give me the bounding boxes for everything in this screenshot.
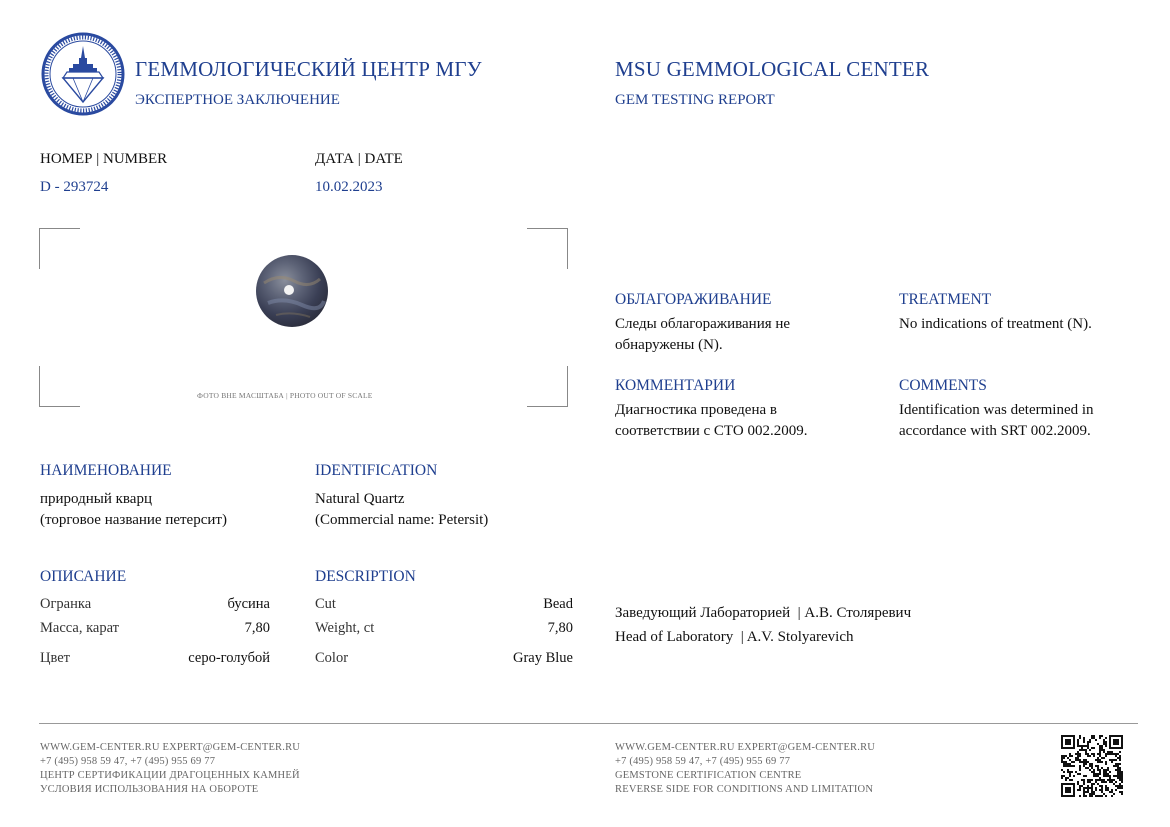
treatment-en-heading: TREATMENT [899, 291, 992, 308]
description-ru-heading: ОПИСАНИЕ [40, 568, 127, 585]
comments-ru-text: Диагностика проведена в соответствии с СТО 002.2009. [615, 402, 808, 439]
description-en-color-label: Color [315, 650, 349, 666]
description-en-weight-label: Weight, ct [315, 620, 375, 636]
comments-en-heading: COMMENTS [899, 377, 987, 394]
photo-caption: ФОТО ВНЕ МАСШТАБА | PHOTO OUT OF SCALE [197, 391, 373, 400]
comments-en-text: Identification was determined in accordance with SRT 002.2009. [899, 402, 1094, 439]
en-title: MSU GEMMOLOGICAL CENTER [615, 57, 930, 81]
date-label: ДАТА | DATE [315, 151, 403, 167]
description-en-weight-value: 7,80 [547, 620, 573, 636]
identification-ru-line2: (торговое название петерсит) [40, 512, 227, 528]
identification-ru-heading: НАИМЕНОВАНИЕ [40, 462, 172, 479]
photo-frame-corner-tl [39, 228, 80, 269]
ru-title: ГЕММОЛОГИЧЕСКИЙ ЦЕНТР МГУ [135, 57, 482, 81]
description-en-heading: DESCRIPTION [315, 568, 416, 585]
footer-en-centre: GEMSTONE CERTIFICATION CENTRE [615, 770, 802, 781]
description-ru-cut-label: Огранка [40, 596, 92, 612]
footer-divider [39, 723, 1138, 724]
footer-en-conditions: REVERSE SIDE FOR CONDITIONS AND LIMITATION [615, 784, 874, 795]
photo-frame-corner-tr [527, 228, 568, 269]
footer-ru-centre: ЦЕНТР СЕРТИФИКАЦИИ ДРАГОЦЕННЫХ КАМНЕЙ [40, 770, 300, 781]
signature-en: Head of Laboratory | A.V. Stolyarevich [615, 629, 854, 645]
description-en-cut-label: Cut [315, 596, 336, 612]
identification-ru-line1: природный кварц [40, 491, 152, 507]
en-subtitle: GEM TESTING REPORT [615, 92, 775, 108]
treatment-en-text: No indications of treatment (N). [899, 316, 1092, 332]
description-ru-color-label: Цвет [40, 650, 71, 666]
description-ru-weight-label: Масса, карат [40, 620, 119, 636]
treatment-ru-text: Следы облагораживания не обнаружены (N). [615, 316, 791, 353]
description-en-cut-value: Bead [543, 596, 573, 612]
footer-ru-conditions: УСЛОВИЯ ИСПОЛЬЗОВАНИЯ НА ОБОРОТЕ [40, 784, 259, 795]
identification-en-line2: (Commercial name: Petersit) [315, 512, 489, 528]
footer-ru-contacts: WWW.GEM-CENTER.RU EXPERT@GEM-CENTER.RU [40, 742, 301, 753]
description-ru-color-value: серо-голубой [188, 650, 270, 666]
footer-en-contacts: WWW.GEM-CENTER.RU EXPERT@GEM-CENTER.RU [615, 742, 876, 753]
comments-ru-heading: КОММЕНТАРИИ [615, 377, 736, 394]
footer-en [615, 741, 875, 797]
date-value: 10.02.2023 [315, 179, 383, 195]
ru-subtitle: ЭКСПЕРТНОЕ ЗАКЛЮЧЕНИЕ [135, 92, 340, 108]
identification-en-heading: IDENTIFICATION [315, 462, 438, 479]
msu-seal-logo [41, 32, 125, 116]
footer-ru-phones: +7 (495) 958 59 47, +7 (495) 955 69 77 [40, 756, 216, 767]
identification-en-line1: Natural Quartz [315, 491, 405, 507]
description-ru-cut-value: бусина [227, 596, 270, 612]
description-ru-weight-value: 7,80 [244, 620, 270, 636]
qr-code[interactable] [1061, 735, 1123, 797]
treatment-ru-heading: ОБЛАГОРАЖИВАНИЕ [615, 291, 772, 308]
photo-frame-corner-br [527, 366, 568, 407]
gem-bead-photo [254, 253, 330, 329]
number-label: НОМЕР | NUMBER [40, 151, 168, 167]
footer-en-phones: +7 (495) 958 59 47, +7 (495) 955 69 77 [615, 756, 791, 767]
footer-ru [40, 741, 300, 797]
number-value: D - 293724 [40, 179, 109, 195]
description-en-color-value: Gray Blue [513, 650, 573, 666]
signature-ru: Заведующий Лабораторией | А.В. Столяревич [615, 605, 912, 621]
photo-frame-corner-bl [39, 366, 80, 407]
